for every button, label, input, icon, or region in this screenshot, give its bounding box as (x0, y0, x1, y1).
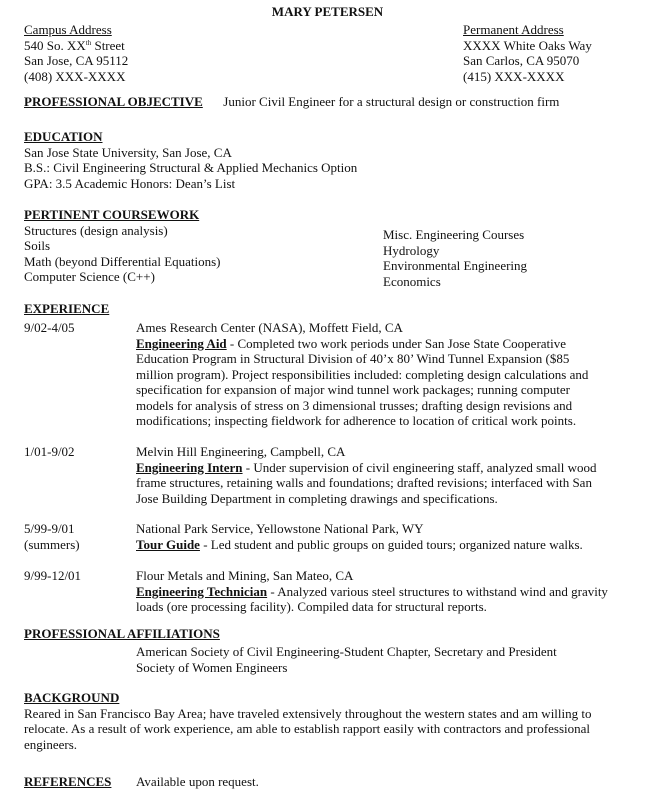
background-text: relocate. As a result of work experience, am able to establish rapport easily with contractors and professional (24, 721, 591, 736)
job-employer: National Park Service, Yellowstone National Park, WY (136, 521, 424, 536)
affiliation-item: Society of Women Engineers (136, 659, 288, 675)
job-entry (136, 444, 636, 506)
background-section (24, 690, 634, 752)
course-item: Math (beyond Differential Equations) (24, 253, 221, 269)
permanent-address-block (463, 22, 592, 84)
job-description: - Under supervision of civil engineering staff, analyzed small wood (242, 459, 597, 475)
job-description: Education Program in Structural Division of 40’x 80’ Wind Tunnel Expansion ($85 (136, 351, 570, 366)
permanent-street: XXXX White Oaks Way (463, 37, 592, 53)
education-line: San Jose State University, San Jose, CA (24, 144, 232, 160)
job-entry (136, 521, 636, 552)
objective-heading: PROFESSIONAL OBJECTIVE (24, 94, 203, 109)
objective-section (24, 94, 559, 110)
job-entry (136, 568, 636, 615)
job-description: loads (ore processing facility). Compiled data for structural reports. (136, 599, 487, 614)
job-description: models for analysis of stress on 3 dimensional trusses; drafting design revisions and (136, 397, 573, 413)
job-date: 9/99-12/01 (24, 568, 82, 583)
job-title: Engineering Aid (136, 335, 227, 351)
job-description: modifications; inspecting fieldwork for adherence to location of critical work points. (136, 413, 577, 428)
background-text: Reared in San Francisco Bay Area; have traveled extensively throughout the western states and am willing to (24, 705, 592, 721)
campus-address-block (24, 22, 128, 84)
education-line: B.S.: Civil Engineering Structural & Applied Mechanics Option (24, 160, 358, 175)
job-date-block (24, 521, 80, 552)
job-description: frame structures, retaining walls and foundations; drafted revisions; interfaced with San (136, 475, 592, 490)
background-heading: BACKGROUND (24, 690, 120, 705)
references-text: Available upon request. (136, 774, 259, 789)
education-heading: EDUCATION (24, 129, 103, 144)
campus-address-label: Campus Address (24, 22, 112, 37)
education-line: GPA: 3.5 Academic Honors: Dean’s List (24, 175, 236, 191)
job-employer: Melvin Hill Engineering, Campbell, CA (136, 444, 346, 459)
campus-street: 540 So. XXth Street (24, 37, 125, 53)
job-description: - Led student and public groups on guided tours; organized nature walks. (199, 536, 583, 552)
references-heading: REFERENCES (24, 774, 112, 789)
course-item: Hydrology (383, 242, 440, 258)
coursework-heading: PERTINENT COURSEWORK (24, 207, 200, 222)
job-date: 5/99-9/01 (24, 521, 75, 536)
job-date: 1/01-9/02 (24, 444, 75, 459)
job-description: million program). Project responsibilities included: completing design calculations and (136, 366, 589, 382)
job-title: Engineering Technician (136, 583, 268, 599)
course-item: Environmental Engineering (383, 258, 528, 273)
background-text: engineers. (24, 736, 78, 752)
affiliations-heading: PROFESSIONAL AFFILIATIONS (24, 626, 220, 641)
job-title: Engineering Intern (136, 459, 243, 475)
education-section (24, 129, 357, 191)
job-description: Jose Building Department in completing drawings and specifications. (136, 490, 498, 506)
campus-phone: (408) XXX-XXXX (24, 68, 126, 84)
course-item: Misc. Engineering Courses (383, 227, 525, 242)
job-date: 9/02-4/05 (24, 320, 75, 335)
job-employer: Ames Research Center (NASA), Moffett Field, CA (136, 320, 403, 335)
permanent-city: San Carlos, CA 95070 (463, 53, 580, 68)
job-employer: Flour Metals and Mining, San Mateo, CA (136, 568, 354, 583)
campus-city: San Jose, CA 95112 (24, 53, 129, 68)
coursework-section (24, 207, 221, 285)
job-description: - Completed two work periods under San Jose State Cooperative (226, 335, 567, 351)
course-item: Soils (24, 238, 51, 253)
job-description: - Analyzed various steel structures to withstand wind and gravity (267, 583, 608, 599)
permanent-phone: (415) XXX-XXXX (463, 68, 565, 84)
course-item: Computer Science (C++) (24, 269, 155, 284)
job-entry (136, 320, 636, 429)
affiliations-list (136, 644, 636, 675)
applicant-name: MARY PETERSEN (271, 4, 384, 19)
job-title: Tour Guide (136, 536, 200, 552)
coursework-right-column (383, 227, 527, 289)
experience-heading: EXPERIENCE (24, 301, 110, 316)
course-item: Economics (383, 273, 441, 289)
job-date-note: (summers) (24, 536, 80, 552)
permanent-address-label: Permanent Address (463, 22, 564, 37)
course-item: Structures (design analysis) (24, 222, 168, 238)
objective-text: Junior Civil Engineer for a structural design or construction firm (223, 94, 560, 109)
affiliation-item: American Society of Civil Engineering-Student Chapter, Secretary and President (136, 644, 557, 659)
job-description: specification for expansion of major wind tunnel work packages; running computer (136, 382, 570, 397)
